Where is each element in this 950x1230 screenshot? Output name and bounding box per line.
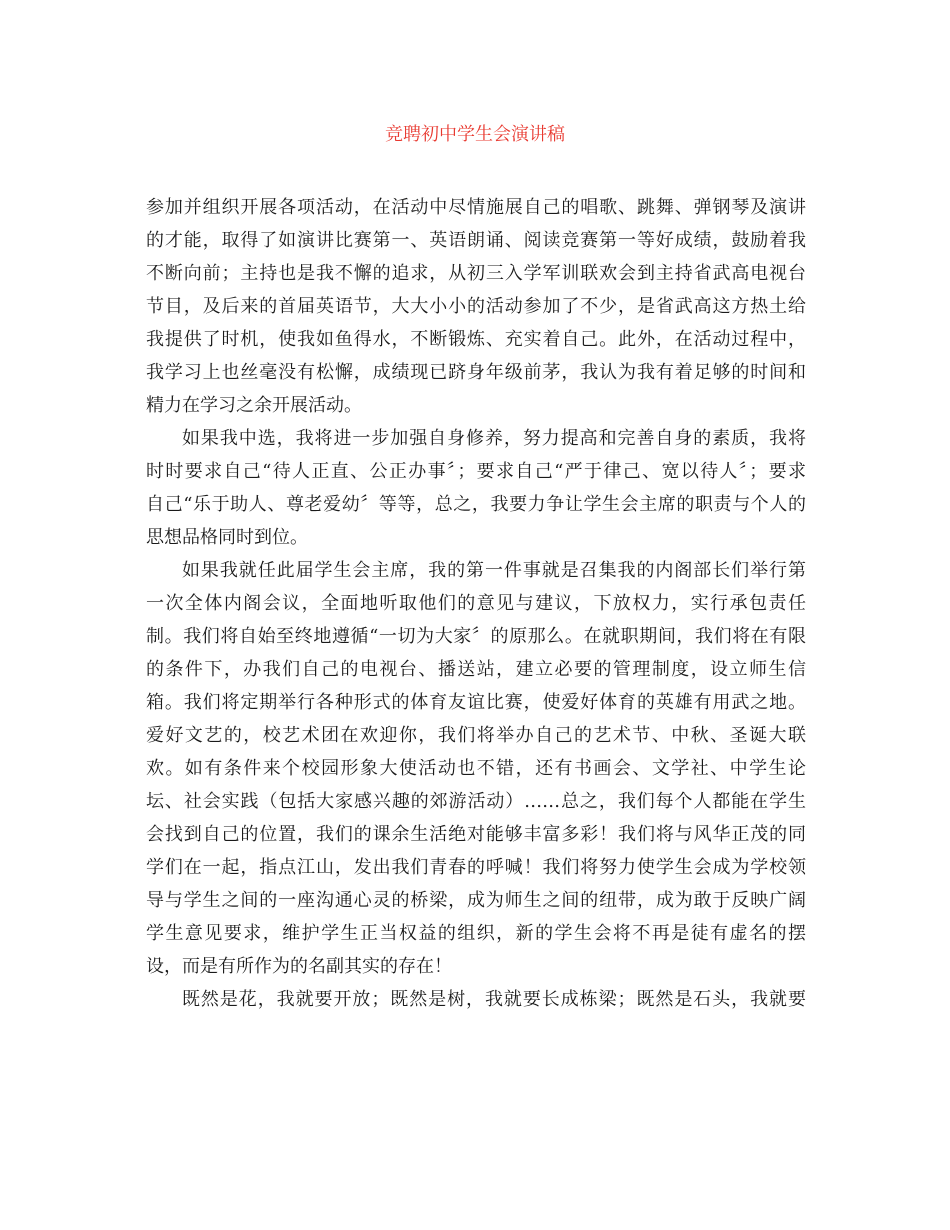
- text-line: 精力在学习之余开展活动。: [146, 395, 362, 416]
- text-line: 如果我中选，我将进一步加强自身修养，努力提高和完善自身的素质，我将: [182, 428, 806, 449]
- text-line: 的才能，取得了如演讲比赛第一、英语朗诵、阅读竞赛第一等好成绩，鼓励着我: [146, 230, 806, 251]
- text-line: 箱。我们将定期举行各种形式的体育友谊比赛，使爱好体育的英雄有用武之地。: [146, 692, 806, 713]
- text-line: 参加并组织开展各项活动，在活动中尽情施展自己的唱歌、跳舞、弹钢琴及演讲: [146, 197, 806, 218]
- document-title: 竞聘初中学生会演讲稿: [385, 124, 565, 145]
- text-line: 我学习上也丝毫没有松懈，成绩现已跻身年级前茅，我认为我有着足够的时间和: [146, 362, 806, 383]
- text-line: 坛、社会实践（包括大家感兴趣的郊游活动）……总之，我们每个人都能在学生: [146, 791, 806, 812]
- text-line: 我提供了时机，使我如鱼得水，不断锻炼、充实着自己。此外，在活动过程中，: [146, 329, 806, 350]
- text-line: 不断向前；主持也是我不懈的追求，从初三入学军训联欢会到主持省武高电视台: [146, 263, 806, 284]
- text-line: 的条件下，办我们自己的电视台、播送站，建立必要的管理制度，设立师生信: [146, 659, 806, 680]
- text-line: 如果我就任此届学生会主席，我的第一件事就是召集我的内阁部长们举行第: [182, 560, 806, 581]
- document-body: [146, 191, 806, 1016]
- text-line: 时时要求自己“待人正直、公正办事〞；要求自己“严于律己、宽以待人〞；要求: [146, 461, 806, 482]
- text-line: 欢。如有条件来个校园形象大使活动也不错，还有书画会、文学社、中学生论: [146, 758, 806, 779]
- text-line: 学生意见要求，维护学生正当权益的组织，新的学生会将不再是徒有虚名的摆: [146, 923, 806, 944]
- text-line: 爱好文艺的，校艺术团在欢迎你，我们将举办自己的艺术节、中秋、圣诞大联: [146, 725, 806, 746]
- text-line: 学们在一起，指点江山，发出我们青春的呼喊！我们将努力使学生会成为学校领: [146, 857, 806, 878]
- text-line: 制。我们将自始至终地遵循“一切为大家〞的原那么。在就职期间，我们将在有限: [146, 626, 806, 647]
- text-line: 节目，及后来的首届英语节，大大小小的活动参加了不少，是省武高这方热土给: [146, 296, 806, 317]
- text-line: 设，而是有所作为的名副其实的存在！: [146, 956, 452, 977]
- text-line: 会找到自己的位置，我们的课余生活绝对能够丰富多彩！我们将与风华正茂的同: [146, 824, 806, 845]
- text-line: 既然是花，我就要开放；既然是树，我就要长成栋梁；既然是石头，我就要: [182, 989, 806, 1010]
- text-line: 自己“乐于助人、尊老爱幼〞等等，总之，我要力争让学生会主席的职责与个人的: [146, 494, 806, 515]
- text-line: 导与学生之间的一座沟通心灵的桥梁，成为师生之间的纽带，成为敢于反映广阔: [146, 890, 806, 911]
- text-line: 思想品格同时到位。: [146, 527, 308, 548]
- text-line: 一次全体内阁会议，全面地听取他们的意见与建议，下放权力，实行承包责任: [146, 593, 806, 614]
